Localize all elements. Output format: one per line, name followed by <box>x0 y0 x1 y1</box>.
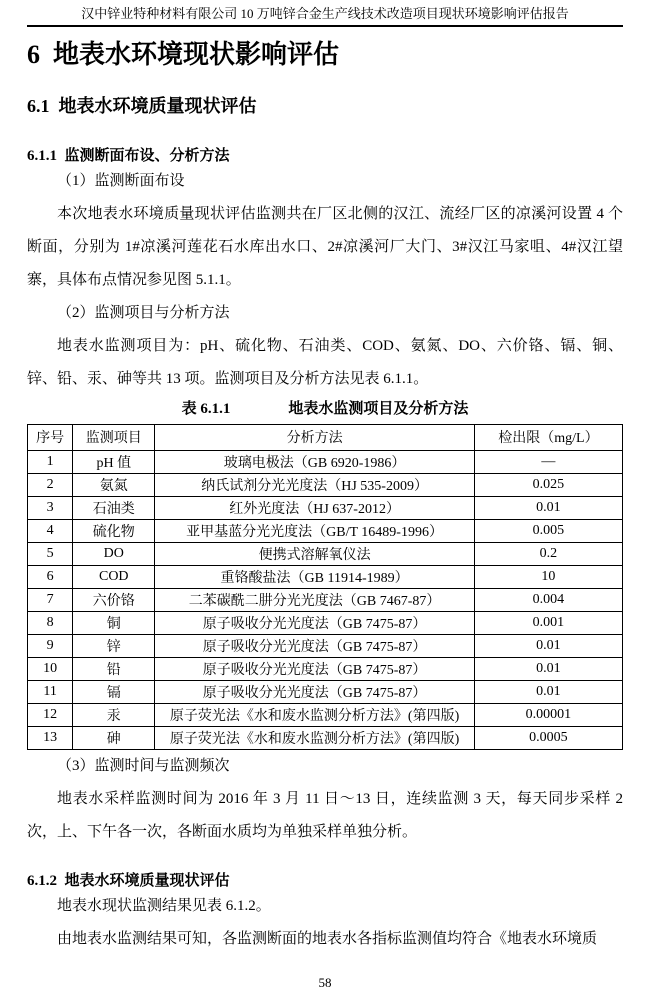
table-cell: 2 <box>28 473 73 496</box>
table-cell: 13 <box>28 726 73 749</box>
column-header-detection-limit: 检出限（mg/L） <box>474 424 622 450</box>
table-cell: 1 <box>28 450 73 473</box>
table-cell: COD <box>73 565 155 588</box>
section-6-1-1-body <box>27 165 623 396</box>
table-cell: 铅 <box>73 657 155 680</box>
table-caption-label: 表 6.1.1 <box>181 400 231 417</box>
table-row <box>28 473 623 496</box>
page-header <box>27 0 623 27</box>
table-cell: 0.01 <box>474 496 622 519</box>
table-cell: 亚甲基蓝分光光度法（GB/T 16489-1996） <box>155 519 475 542</box>
table-cell: 原子荧光法《水和废水监测分析方法》(第四版) <box>155 726 475 749</box>
table-cell: 7 <box>28 588 73 611</box>
table-cell: 4 <box>28 519 73 542</box>
paragraph-monitoring-items-label: （2）监测项目与分析方法 <box>57 304 230 321</box>
page-number: 58 <box>318 975 332 990</box>
section-6-1-2-body <box>27 890 623 956</box>
table-cell: 12 <box>28 703 73 726</box>
table-cell: 纳氏试剂分光光度法（HJ 535-2009） <box>155 473 475 496</box>
table-cell: 锌 <box>73 634 155 657</box>
column-header-item: 监测项目 <box>73 424 155 450</box>
table-cell: 硫化物 <box>73 519 155 542</box>
table-row <box>28 588 623 611</box>
paragraph-monitoring-sections: 本次地表水环境质量现状评估监测共在厂区北侧的汉江、流经厂区的凉溪河设置 4 个断面，分别为 1#凉溪河莲花石水库出水口、2#凉溪河厂大门、3#汉江马家咀、4#汉江望寨，具体布点情况参见图 5.1.1。 <box>27 205 623 288</box>
table-cell: 10 <box>28 657 73 680</box>
paragraph-monitoring-time: 地表水采样监测时间为 2016 年 3 月 11 日～13 日，连续监测 3 天，每天同步采样 2 次，上、下午各一次，各断面水质均为单独采样单独分析。 <box>27 790 623 840</box>
table-caption <box>27 398 623 420</box>
table-cell: 汞 <box>73 703 155 726</box>
paragraph-monitoring-time-label: （3）监测时间与监测频次 <box>57 757 230 774</box>
table-cell: 0.01 <box>474 680 622 703</box>
section-6-1-1-body-continued <box>27 750 623 849</box>
subsection-heading-6-1-1: 6.1.1 监测断面布设、分析方法 <box>27 147 230 164</box>
table-cell: 0.01 <box>474 634 622 657</box>
table-cell: 原子吸收分光光度法（GB 7475-87） <box>155 611 475 634</box>
table-cell: 5 <box>28 542 73 565</box>
table-cell: 砷 <box>73 726 155 749</box>
table-cell: — <box>474 450 622 473</box>
table-cell: 0.001 <box>474 611 622 634</box>
table-cell: 0.025 <box>474 473 622 496</box>
table-header-row <box>28 424 623 450</box>
chapter-heading: 6 地表水环境现状影响评估 <box>27 40 340 69</box>
table-cell: 红外光度法（HJ 637-2012） <box>155 496 475 519</box>
monitoring-methods-table <box>27 424 623 750</box>
table-cell: 0.005 <box>474 519 622 542</box>
paragraph-monitoring-items: 地表水监测项目为：pH、硫化物、石油类、COD、氨氮、DO、六价铬、镉、铜、锌、铅、汞、砷等共 13 项。监测项目及分析方法见表 6.1.1。 <box>27 337 623 387</box>
table-cell: 9 <box>28 634 73 657</box>
table-row <box>28 726 623 749</box>
section-heading-6-1: 6.1 地表水环境质量现状评估 <box>27 96 257 117</box>
table-cell: 0.00001 <box>474 703 622 726</box>
table-cell: 8 <box>28 611 73 634</box>
table-row <box>28 657 623 680</box>
paragraph-results-reference: 地表水现状监测结果见表 6.1.2。 <box>57 897 271 914</box>
monitoring-table-body <box>28 450 623 749</box>
table-row <box>28 450 623 473</box>
table-cell: 6 <box>28 565 73 588</box>
table-cell: 镉 <box>73 680 155 703</box>
column-header-index: 序号 <box>28 424 73 450</box>
table-cell: 原子吸收分光光度法（GB 7475-87） <box>155 634 475 657</box>
table-row <box>28 565 623 588</box>
table-cell: 原子吸收分光光度法（GB 7475-87） <box>155 680 475 703</box>
table-cell: 0.004 <box>474 588 622 611</box>
table-cell: DO <box>73 542 155 565</box>
table-caption-title: 地表水监测项目及分析方法 <box>288 400 469 417</box>
table-cell: 六价铬 <box>73 588 155 611</box>
table-row <box>28 634 623 657</box>
paragraph-monitoring-sections-label: （1）监测断面布设 <box>57 172 185 189</box>
table-cell: 原子吸收分光光度法（GB 7475-87） <box>155 657 475 680</box>
table-cell: 11 <box>28 680 73 703</box>
running-head-title: 汉中锌业特种材料有限公司 10 万吨锌合金生产线技术改造项目现状环境影响评估报告 <box>81 6 569 21</box>
paragraph-results-summary: 由地表水监测结果可知，各监测断面的地表水各指标监测值均符合《地表水环境质 <box>57 930 598 947</box>
table-row <box>28 611 623 634</box>
table-row <box>28 680 623 703</box>
table-cell: 便携式溶解氧仪法 <box>155 542 475 565</box>
table-cell: 玻璃电极法（GB 6920-1986） <box>155 450 475 473</box>
table-cell: 0.0005 <box>474 726 622 749</box>
table-cell: 0.2 <box>474 542 622 565</box>
table-cell: 二苯碳酰二肼分光光度法（GB 7467-87） <box>155 588 475 611</box>
table-cell: 重铬酸盐法（GB 11914-1989） <box>155 565 475 588</box>
table-cell: 石油类 <box>73 496 155 519</box>
table-row <box>28 519 623 542</box>
subsection-heading-6-1-2: 6.1.2 地表水环境质量现状评估 <box>27 872 230 889</box>
table-row <box>28 703 623 726</box>
column-header-method: 分析方法 <box>155 424 475 450</box>
table-cell: 氨氮 <box>73 473 155 496</box>
table-row <box>28 542 623 565</box>
table-cell: 原子荧光法《水和废水监测分析方法》(第四版) <box>155 703 475 726</box>
table-cell: 10 <box>474 565 622 588</box>
table-cell: 铜 <box>73 611 155 634</box>
table-cell: 3 <box>28 496 73 519</box>
table-cell: 0.01 <box>474 657 622 680</box>
table-cell: pH 值 <box>73 450 155 473</box>
table-row <box>28 496 623 519</box>
